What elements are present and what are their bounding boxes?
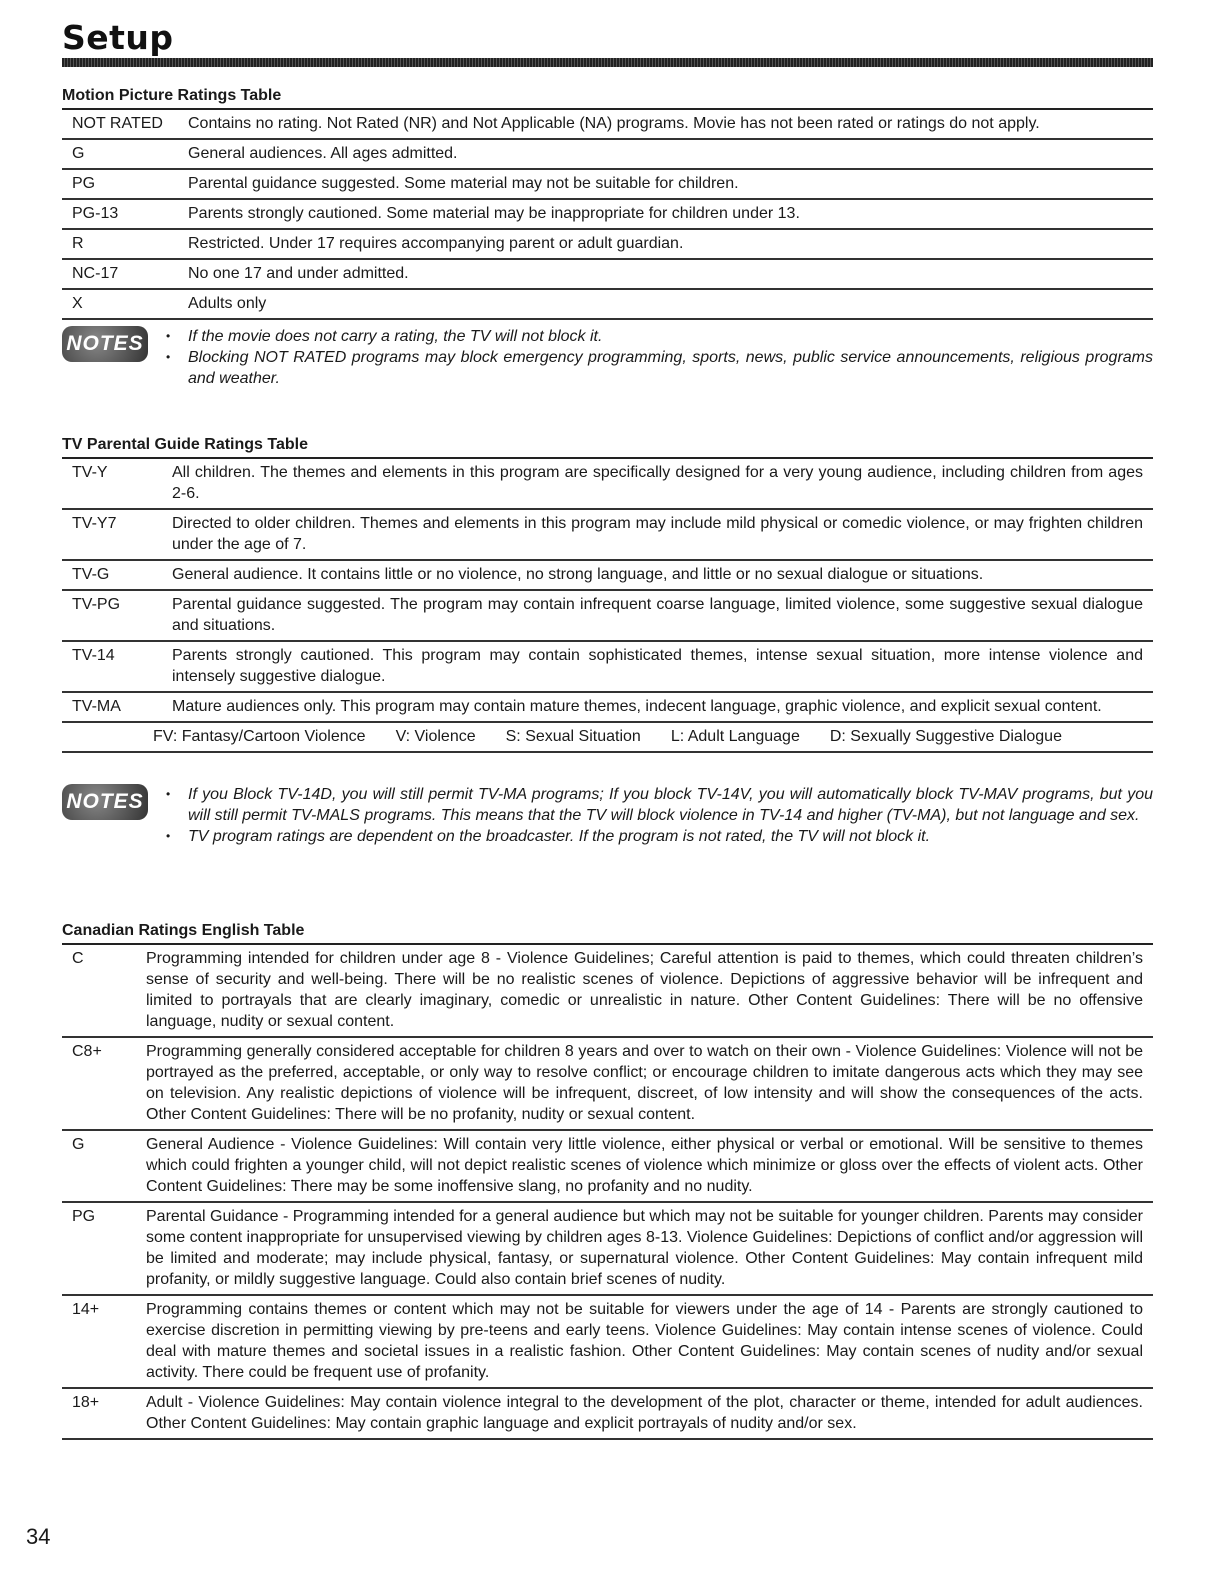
rating-code: TV-G [72, 566, 110, 583]
legend-item: L: Adult Language [670, 728, 800, 745]
notes-block-tv [62, 784, 1153, 847]
table-row [62, 1038, 1153, 1131]
table-row [62, 510, 1153, 561]
table-row [62, 591, 1153, 642]
table-row [62, 642, 1153, 693]
rating-code: 14+ [72, 1301, 100, 1318]
rating-code: X [72, 295, 83, 312]
table-row [62, 110, 1153, 140]
rating-code: 18+ [72, 1394, 100, 1411]
note-item: • If the movie does not carry a rating, the TV will not block it. [166, 326, 1153, 347]
rating-description: General audience. It contains little or no violence, no strong language, and little or no sexual dialogue or situations. [172, 566, 984, 583]
rating-code: TV-Y7 [72, 515, 117, 532]
table-row [62, 1203, 1153, 1296]
canadian-section [62, 921, 1153, 1440]
rating-description: Parental Guidance - Programming intended for a general audience but which may not be suitable for younger children. Parents may consider some content inappropriate for unsupervised viewing by children ages 8-13. Violence Guidelines: Depictions of conflict and/or aggression will be limited and moderate; may include physical, fantasy, or supernatural violence. Other Content Guidelines: May contain infrequent mild profanity, or mildly suggestive language. Could also contain brief scenes of nudity. [146, 1208, 1144, 1288]
note-item: • Blocking NOT RATED programs may block emergency programming, sports, news, public service announcements, religious programs and weather. [166, 347, 1153, 389]
rating-description: Programming generally considered acceptable for children 8 years and over to watch on their own - Violence Guidelines: Violence will not be portrayed as the preferred, acceptable, or only way to resolve conflict; or encourage children to imitate dangerous acts which they may see on television. Any realistic depictions of violence will be infrequent, discreet, of low intensity and will show the consequences of the acts. Other Content Guidelines: There will be no profanity, nudity or sexual content. [146, 1043, 1143, 1123]
rating-description: Contains no rating. Not Rated (NR) and Not Applicable (NA) programs. Movie has not been rated or ratings do not apply. [188, 115, 1040, 132]
rating-description: Parental guidance suggested. Some material may not be suitable for children. [188, 175, 739, 192]
title-rule [62, 58, 1153, 67]
rating-code: PG [72, 175, 96, 192]
table-row [62, 1389, 1153, 1440]
rating-code: PG [72, 1208, 96, 1225]
rating-code: TV-Y [72, 464, 108, 481]
rating-code: G [72, 145, 85, 162]
table-row [62, 230, 1153, 260]
rating-description: Directed to older children. Themes and elements in this program may include mild physical or comedic violence, or may frighten children under the age of 7. [172, 515, 1143, 553]
rating-description: Adult - Violence Guidelines: May contain violence integral to the development of the plot, character or theme, intended for adult audiences. Other Content Guidelines: May contain graphic language and explicit portrayals of nudity and/or sex. [146, 1394, 1143, 1432]
table-row [62, 693, 1153, 723]
legend-item: S: Sexual Situation [505, 728, 641, 745]
rating-description: Adults only [188, 295, 267, 312]
rating-description: Parents strongly cautioned. Some material may be inappropriate for children under 13. [188, 205, 800, 222]
page-number: 34 [26, 1524, 51, 1549]
table-row [62, 459, 1153, 510]
rating-code: C [72, 950, 84, 967]
motion-picture-heading: Motion Picture Ratings Table [62, 87, 282, 104]
rating-description: Programming contains themes or content which may not be suitable for viewers under the age of 14 - Parents are strongly cautioned to exercise discretion in permitting viewing by pre-teens and early teens. Violence Guidelines: May contain intense scenes of violence. Could deal with mature themes and societal issues in a realistic fashion. Other Content Guidelines: May contain scenes of nudity and/or sexual activity. There could be frequent use of profanity. [146, 1301, 1143, 1381]
tv-parental-section [62, 435, 1153, 753]
rating-code: NOT RATED [72, 115, 163, 132]
notes-list [62, 784, 1153, 847]
table-row [62, 945, 1153, 1038]
notes-badge-icon: NOTES [62, 784, 148, 820]
table-row [62, 290, 1153, 320]
rating-description: All children. The themes and elements in this program are specifically designed for a very young audience, including children from ages 2-6. [172, 464, 1143, 502]
table-row [62, 200, 1153, 230]
rating-code: PG-13 [72, 205, 119, 222]
rating-code: G [72, 1136, 85, 1153]
note-item: • If you Block TV-14D, you will still permit TV-MA programs; If you block TV-14V, you will automatically block TV-MAV programs, but you will still permit TV-MALS programs. This means that the TV will block violence in TV-14 and higher (TV-MA), but not language and sex. [166, 784, 1153, 826]
rating-description: Parental guidance suggested. The program may contain infrequent coarse language, limited violence, some suggestive sexual dialogue and situations. [172, 596, 1143, 634]
table-row [62, 561, 1153, 591]
rating-description: Programming intended for children under age 8 - Violence Guidelines; Careful attention is paid to themes, which could threaten children’s sense of security and well-being. There will be no realistic scenes of violence. Depictions of aggressive behavior will be infrequent and limited to portrayals that are clearly imaginary, comedic or unrealistic in nature. Other Content Guidelines: There will be no offensive language, nudity or sexual content. [146, 950, 1143, 1030]
legend-item: V: Violence [395, 728, 476, 745]
rating-code: TV-14 [72, 647, 115, 664]
motion-picture-section [62, 86, 1153, 320]
page-title: Setup [62, 18, 174, 57]
rating-code: TV-MA [72, 698, 121, 715]
table-row [62, 1131, 1153, 1203]
legend-item: D: Sexually Suggestive Dialogue [829, 728, 1062, 745]
rating-description: No one 17 and under admitted. [188, 265, 409, 282]
rating-code: C8+ [72, 1043, 102, 1060]
table-row [62, 260, 1153, 290]
tv-parental-table [62, 457, 1153, 753]
canadian-heading: Canadian Ratings English Table [62, 922, 305, 939]
tv-parental-heading: TV Parental Guide Ratings Table [62, 436, 308, 453]
rating-code: R [72, 235, 84, 252]
rating-code: NC-17 [72, 265, 119, 282]
content-descriptor-legend [62, 723, 1153, 753]
rating-description: Parents strongly cautioned. This program may contain sophisticated themes, intense sexual situation, more intense violence and intensely suggestive dialogue. [172, 647, 1143, 685]
rating-description: Mature audiences only. This program may contain mature themes, indecent language, graphic violence, and explicit sexual content. [172, 698, 1102, 715]
table-row [62, 1296, 1153, 1389]
rating-code: TV-PG [72, 596, 121, 613]
note-item: • TV program ratings are dependent on the broadcaster. If the program is not rated, the TV will not block it. [166, 826, 1153, 847]
rating-description: General Audience - Violence Guidelines: Will contain very little violence, either physical or verbal or emotional. Will be sensitive to themes which could frighten a younger child, will not depict realistic scenes of violence which minimize or gloss over the effects of violent acts. Other Content Guidelines: There may be some inoffensive slang, no profanity and no nudity. [146, 1136, 1143, 1195]
table-row [62, 170, 1153, 200]
legend-item: FV: Fantasy/Cartoon Violence [153, 728, 366, 745]
rating-description: Restricted. Under 17 requires accompanying parent or adult guardian. [188, 235, 684, 252]
canadian-table [62, 943, 1153, 1440]
table-row [62, 140, 1153, 170]
notes-list [62, 326, 1153, 389]
rating-description: General audiences. All ages admitted. [188, 145, 458, 162]
motion-picture-table [62, 108, 1153, 320]
notes-badge-icon: NOTES [62, 326, 148, 362]
notes-block-motion [62, 326, 1153, 389]
